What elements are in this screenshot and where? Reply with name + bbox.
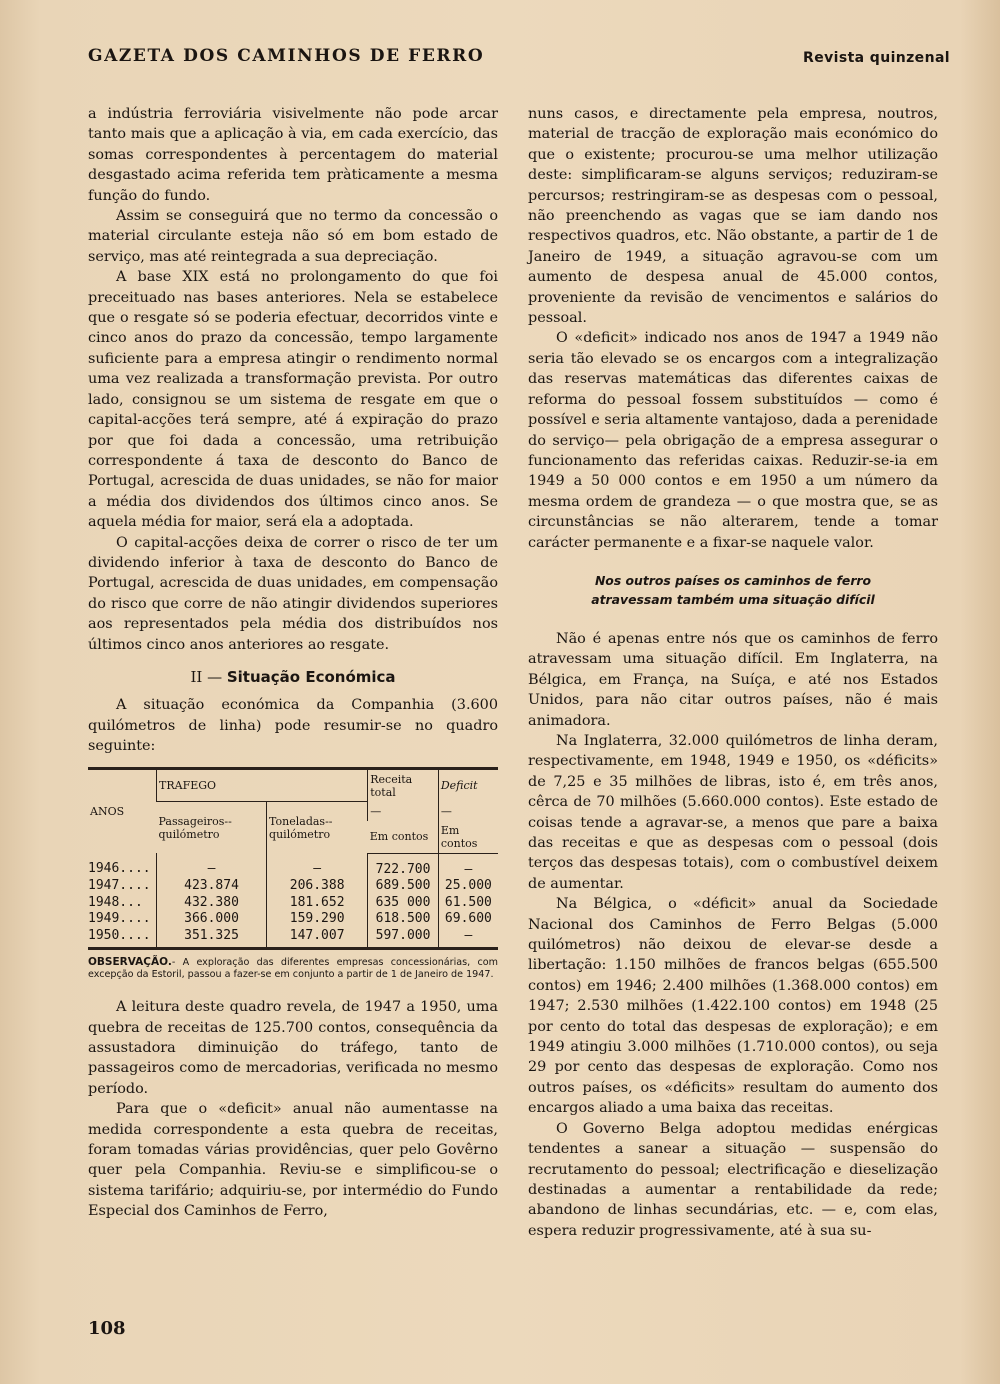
headline-line: atravessam também uma situação difícil <box>591 591 875 607</box>
observation-text: - A exploração das diferentes empresas concessionárias, com excepção da Estoril, passou a fazer-se em conjunto a partir de 1 de Janeiro de 1947. <box>88 957 498 981</box>
header-unit: Em contos <box>438 821 498 854</box>
cell-receita: 722.700 <box>368 853 439 878</box>
cell-year: 1948... <box>88 894 143 910</box>
cell-deficit: 61.500 <box>438 895 498 912</box>
paragraph: Não é apenas entre nós que os caminhos de ferro atravessam uma situação difícil. Em Inglaterra, na Bélgica, em França, na Suíça, e até nos Estados Unidos, para não citar outros países, não é mais animadora. <box>528 630 938 729</box>
page-number: 108 <box>88 1318 126 1339</box>
header-anos: ANOS <box>88 768 157 853</box>
cell-deficit: 69.600 <box>438 911 498 928</box>
observation-label: OBSERVAÇÃO. <box>88 956 172 969</box>
table-row <box>88 895 498 912</box>
paragraph: a indústria ferroviária visivelmente não pode arcar tanto mais que a aplicação à via, em cada exercício, das somas correspondentes à percentagem do material desgastado acima referida tem pràticamente a mesma função do fundo. <box>88 106 498 204</box>
subsection-headline <box>528 571 938 609</box>
cell-passageiros: 366.000 <box>157 911 267 928</box>
cell-deficit: — <box>438 853 498 878</box>
table-row <box>88 853 498 878</box>
header-deficit: Deficit <box>438 768 498 802</box>
table-row <box>88 911 498 928</box>
cell-receita: 635 000 <box>368 895 439 912</box>
section-numeral: II — <box>190 667 223 686</box>
paragraph: O «deficit» indicado nos anos de 1947 a 1949 não seria tão elevado se os encargos com a integralização das reservas matemáticas das diferentes caixas de reforma do pessoal fossem substituídos — como é possível e seria altamente vantajoso, dada a perenidade do serviço— pela obrigação de a empresa assegurar o funcionamento das referidas caixas. Reduzir-se-ia em 1949 a 50 000 contos e em 1950 a um número da mesma ordem de grandeza — o que mostra que, se as circunstâncias se não alterarem, tende a tomar carácter permanente e a fixar-se naquele valor. <box>528 330 938 551</box>
header-passageiros: Passageiros--quilómetro <box>158 814 232 841</box>
section-title: Situação Económica <box>226 667 396 686</box>
paragraph: Na Inglaterra, 32.000 quilómetros de linha deram, respectivamente, em 1948, 1949 e 1950, os «déficits» de 7,25 e 35 milhões de libras, isto é, em três anos, cêrca de 70 milhões (5.660.000 contos). Este estado de coisas tende a agravar-se, a menos que pare a baixa das receitas e que as despesas com o pessoal (dois terços das despesas totais), com o combustível deixem de aumentar. <box>528 732 938 892</box>
cell-deficit: 25.000 <box>438 878 498 895</box>
cell-passageiros: 423.874 <box>157 878 267 895</box>
table-row <box>88 878 498 895</box>
header-unit: Em contos <box>368 821 439 854</box>
left-column <box>88 104 498 1222</box>
paragraph: Assim se conseguirá que no termo da concessão o material circulante esteja não só em bom estado de serviço, mas até reintegrada a sua depreciação. <box>88 208 498 265</box>
paragraph: nuns casos, e directamente pela empresa, noutros, material de tracção de exploração mais económico do que o existente; procurou-se uma melhor utilização deste: simplificaram-se alguns serviços; reduziram-se percursos; restringiram-se as despesas com o pessoal, não preenchendo as vagas que se iam dando nos respectivos quadros, etc. Não obstante, a partir de 1 de Janeiro de 1949, a situação agravou-se com um aumento de despesa anual de 45.000 contos, proveniente da revisão de vencimentos e salários do pessoal. <box>528 106 938 327</box>
right-column <box>528 104 938 1241</box>
cell-passageiros: 432.380 <box>157 895 267 912</box>
table-row <box>88 928 498 949</box>
header-trafego: TRAFEGO <box>157 768 368 802</box>
paragraph: Na Bélgica, o «déficit» anual da Sociedade Nacional dos Caminhos de Ferro Belgas (5.000 quilómetros) não deixou de elevar-se desde a libertação: 1.150 milhões de francos belgas (655.500 contos) em 1946; 2.400 milhões (1.368.000 contos) em 1947; 2.530 milhões (1.422.100 contos) em 1948 (25 por cento do total das despesas de exploração); e em 1949 atingiu 3.000 milhões (1.710.000 contos), ou seja 29 por cento das despesas de exploração. Como nos outros países, os «déficits» resultam do aumento dos encargos aliado a uma baixa das receitas. <box>528 896 938 1117</box>
header-receita: Receita total <box>368 768 439 802</box>
economic-table <box>88 767 498 951</box>
cell-toneladas: 159.290 <box>267 911 368 928</box>
paragraph: O Governo Belga adoptou medidas enérgicas tendentes a sanear a situação — suspensão do recrutamento do pessoal; electrificação e dieselização destinadas a aumentar a rentabilidade da rede; abandono de linhas secundárias, etc. — e, com elas, espera reduzir progressivamente, até à sua su- <box>528 1120 938 1239</box>
publication-tagline: Revista quinzenal <box>803 50 950 66</box>
table-observation <box>88 956 498 981</box>
cell-year: 1950.... <box>88 928 157 949</box>
header-dash: — <box>368 802 439 821</box>
header-dash: — <box>438 802 498 821</box>
cell-year: 1946.... <box>88 861 151 877</box>
cell-toneladas: 181.652 <box>267 895 368 912</box>
cell-passageiros: — <box>157 853 267 878</box>
cell-receita: 689.500 <box>368 878 439 895</box>
cell-deficit: — <box>438 928 498 949</box>
cell-toneladas: — <box>267 853 368 878</box>
paragraph: Para que o «deficit» anual não aumentasse na medida correspondente a esta quebra de receitas, foram tomadas várias providências, quer pelo Govêrno quer pela Companhia. Reviu-se e simplificou-se o sistema tarifário; adquiriu-se, por intermédio do Fundo Especial dos Caminhos de Ferro, <box>88 1101 498 1220</box>
cell-toneladas: 206.388 <box>267 878 368 895</box>
paragraph: O capital-acções deixa de correr o risco de ter um dividendo inferior à taxa de desconto do Banco de Portugal, acrescida de duas unidades, em compensação do risco que corre de não atingir dividendos superiores aos representados pela média dos distribuídos nos últimos cinco anos anteriores ao resgate. <box>88 534 498 653</box>
cell-passageiros: 351.325 <box>157 928 267 949</box>
cell-year: 1949.... <box>88 911 151 927</box>
section-heading <box>88 667 498 687</box>
paragraph: A base XIX está no prolongamento do que foi preceituado nas bases anteriores. Nela se estabelece que o resgate só se poderia efectuar, decorridos vinte e cinco anos do prazo da concessão, tempo largamente suficiente para a empresa atingir o rendimento normal uma vez realizada a transformação prevista. Por outro lado, consignou se um sistema de resgate em que o capital-acções terá sempre, até á expiração do prazo por que foi dada a concessão, uma retribuição correspondente á taxa de desconto do Banco de Portugal, acrescida de duas unidades, se não for maior a média dos dividendos dos últimos cinco anos. Se aquela média for maior, será ela a adoptada. <box>88 269 498 531</box>
paragraph: A leitura deste quadro revela, de 1947 a 1950, uma quebra de receitas de 125.700 contos, consequência da assustadora diminuição do tráfego, tanto de passageiros como de mercadorias, verificada no mesmo período. <box>88 999 498 1097</box>
cell-receita: 597.000 <box>368 928 439 949</box>
cell-year: 1947.... <box>88 878 151 894</box>
headline-line: Nos outros países os caminhos de ferro <box>594 572 872 588</box>
publication-title: GAZETA DOS CAMINHOS DE FERRO <box>88 46 485 66</box>
cell-receita: 618.500 <box>368 911 439 928</box>
table-intro: A situação económica da Companhia (3.600 quilómetros de linha) pode resumir-se no quadro seguinte: <box>88 697 498 755</box>
header-toneladas: Toneladas--quilómetro <box>267 802 368 854</box>
cell-toneladas: 147.007 <box>267 928 368 949</box>
